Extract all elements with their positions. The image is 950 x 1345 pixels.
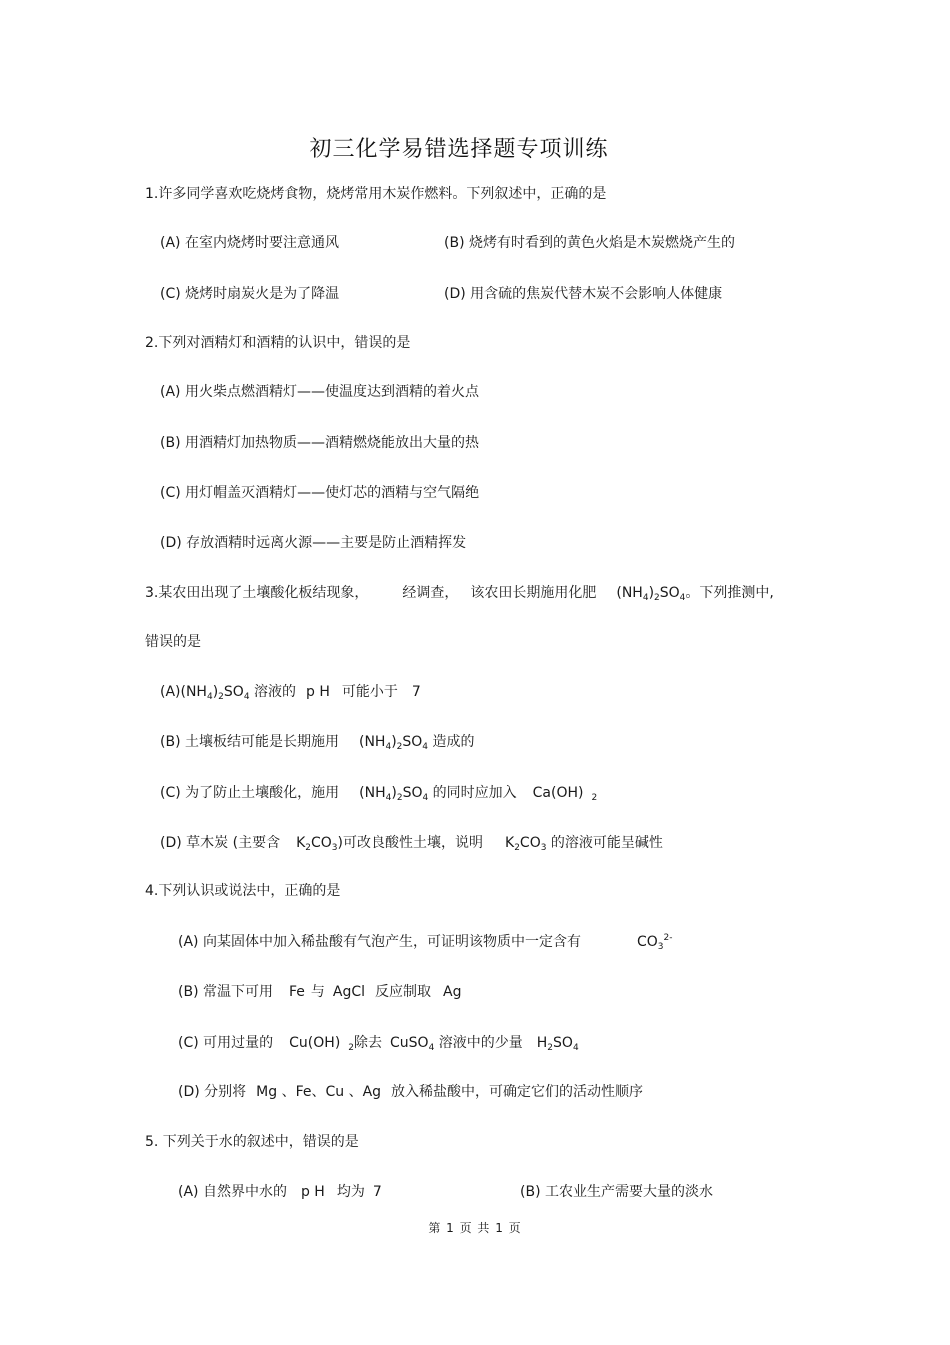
q4-option-c: (C) 可用过量的 Cu(OH) $_2$除去 CuSO$_4$ 溶液中的少量 $H_2SO_4$ (178, 1035, 579, 1053)
q3-option-d: (D) 草木炭 (主要含 $K_2CO_3$)可改良酸性土壤，说明 $K_2CO_3$ 的溶液可能呈碱性 (160, 835, 663, 853)
page-footer: 第 1 页 共 1 页 (428, 1221, 522, 1235)
q1-option-b: (B) 烧烤有时看到的黄色火焰是木炭燃烧产生的 (444, 235, 735, 251)
q5-option-b: (B) 工农业生产需要大量的淡水 (520, 1184, 713, 1200)
q3-stem-text: 该农田长期施用化肥 (470, 585, 597, 601)
q4-stem: 4.下列认识或说法中，正确的是 (145, 883, 341, 899)
q4-option-a: (A) 向某固体中加入稀盐酸有气泡产生，可证明该物质中一定含有 $CO_3^{2-}$ (178, 933, 673, 952)
q4-option-b: (B) 常温下可用 Fe 与 AgCl 反应制取 Ag (178, 984, 462, 1000)
q3-stem-line2: 错误的是 (145, 634, 201, 650)
q5-stem: 5. 下列关于水的叙述中，错误的是 (145, 1134, 359, 1150)
formula: $(NH_4)_2SO_4$ (616, 585, 686, 603)
q4-option-d: (D) 分别将 Mg 、Fe、Cu 、Ag 放入稀盐酸中，可确定它们的活动性顺序 (178, 1084, 644, 1100)
q5-option-a: (A) 自然界中水的 p H 均为 7 (178, 1184, 382, 1200)
document-title: 初三化学易错选择题专项训练 (309, 137, 609, 162)
q1-option-d: (D) 用含硫的焦炭代替木炭不会影响人体健康 (444, 286, 723, 302)
q3-option-a: $(A)(NH_4)_2SO_4$ 溶液的 p H 可能小于 7 (160, 684, 421, 702)
q2-option-b: (B) 用酒精灯加热物质——酒精燃烧能放出大量的热 (160, 435, 479, 451)
q3-stem-line1 (145, 583, 774, 603)
q2-option-d: (D) 存放酒精时远离火源——主要是防止酒精挥发 (160, 535, 467, 551)
q2-option-a: (A) 用火柴点燃酒精灯——使温度达到酒精的着火点 (160, 384, 479, 400)
q3-stem-text: 经调查， (402, 585, 459, 601)
q3-option-b: (B) 土壤板结可能是长期施用 $(NH_4)_2SO_4$ 造成的 (160, 734, 475, 752)
q2-stem: 2.下列对酒精灯和酒精的认识中，错误的是 (145, 335, 411, 351)
q1-stem: 1.许多同学喜欢吃烧烤食物，烧烤常用木炭作燃料。下列叙述中，正确的是 (145, 186, 607, 202)
q1-option-a: (A) 在室内烧烤时要注意通风 (160, 235, 339, 251)
q3-option-c: (C) 为了防止土壤酸化，施用 $(NH_4)_2SO_4$ 的同时应加入 Ca(OH) $_2$ (160, 785, 598, 803)
q1-option-c: (C) 烧烤时扇炭火是为了降温 (160, 286, 340, 302)
q3-stem-text: 。下列推测中, (685, 585, 774, 601)
q2-option-c: (C) 用灯帽盖灭酒精灯——使灯芯的酒精与空气隔绝 (160, 485, 480, 501)
q3-stem-text: 3.某农田出现了土壤酸化板结现象， (145, 585, 369, 601)
